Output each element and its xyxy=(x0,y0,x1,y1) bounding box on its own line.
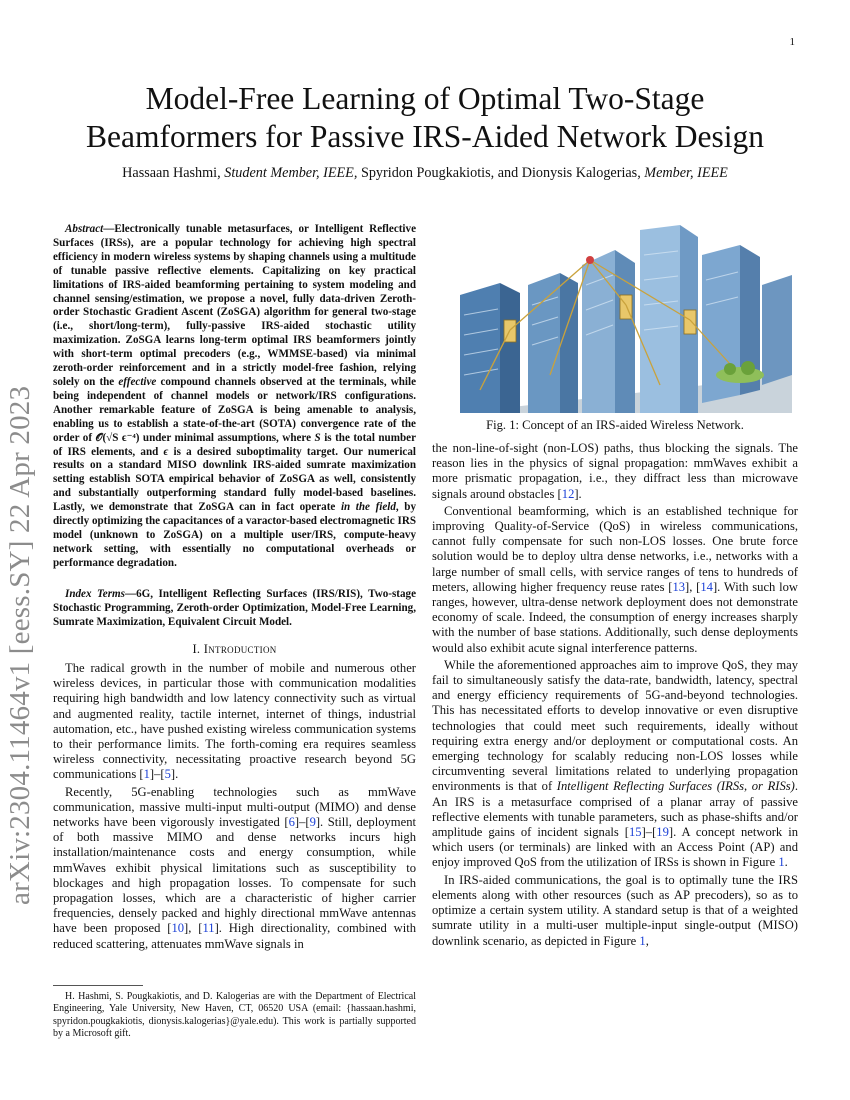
title-line-2: Beamformers for Passive IRS-Aided Network Design xyxy=(86,119,764,154)
citation-link[interactable]: 13 xyxy=(672,579,686,594)
citation-link[interactable]: 5 xyxy=(164,767,171,782)
author-list xyxy=(40,165,810,182)
arxiv-stamp: arXiv:2304.11464v1 [eess.SY] 22 Apr 2023 xyxy=(4,385,36,905)
citation-link[interactable]: 14 xyxy=(700,579,713,594)
paragraph: Conventional beamforming, which is an established technique for improving Quality-of-Service (QoS) in wireless communications, cannot fully compensate for such non-LOS losses. One brute force solution would be to deploy ultra dense networks, i.e., networks with a large number of small cells, with service ranges of tens to hundreds of meters, allowing higher frequency reuse rates [13], [14]. With such low ranges, however, ultra-dense network deployment does not demonstrate economy of scale. Indeed, the consumption of energy increases sharply with the number of base stations. Additionally, such dense deployments would also exhibit acute signal interference patterns. xyxy=(432,503,798,655)
abstract-emph: in the field xyxy=(340,501,396,514)
paragraph: the non-line-of-sight (non-LOS) paths, thus blocking the signals. The reason lies in the physics of signal propagation: mmWaves exhibit a more prismatic propagation, i.e., they diffract less than microwave signals around obstacles [12]. xyxy=(432,441,798,501)
emphasis: Intelligent Reflecting Surfaces (IRSs, or RISs) xyxy=(556,779,795,794)
author-2-role: Member, IEEE xyxy=(644,165,728,181)
paragraph: While the aforementioned approaches aim to improve QoS, they may fail to simultaneously satisfy the data-rate, bandwidth, latency, spectral and energy efficiency requirements of 5G-and-beyond technologies. This has necessitated efforts to develop innovative or even disruptive technologies that could meet such requirements, ideally without requiring extra energy and/or deployment or computational costs. An emerging technology for scalably reducing non-LOS losses while circumventing several limitations related to underlying propagation environments is that of Intelligent Reflecting Surfaces (IRSs, or RISs). An IRS is a metasurface comprised of a planar array of passive reflective elements with tunable parameters, such as phase-shifts and/or amplitude gains of incident signals [15]–[19]. A concept network in which users (or terminals) are linked with an Access Point (AP) and enjoy improved QoS from the utilization of IRSs is shown in Figure 1. xyxy=(432,657,798,870)
figure-link[interactable]: 1 xyxy=(778,855,785,870)
abstract-label: Abstract xyxy=(65,223,104,235)
abstract-text: compound channels observed at the terminals, while being independent of channel models or network/IRS configurations. Another remarkable feature of ZoSGA is being amenable to analysis, enabling us to establish a state-of-the-art (SOTA) convergence rate of the order of 𝒪(√S ϵ⁻⁴) under minimal assumptions, where xyxy=(53,375,416,444)
abstract-text: is a desired suboptimality target. Our numerical results on a standard MISO downlink IRS-aided sumrate maximization setting establish SOTA empirical behavior of ZoSGA as well, consistently and substantially outperforming standard fully model-based baselines. Lastly, we demonstrate that ZoSGA can in fact operate xyxy=(53,445,416,514)
abstract-text: —Electronically tunable metasurfaces, or Intelligent Reflective Surfaces (IRSs), are a popular technology for achieving high spectral efficiency in modern wireless systems by shaping channels using a multitude of tunable passive reflective elements. Capitalizing on key practical limitations of IRS-aided beamforming pertaining to system modeling and channel sensing/estimation, we propose a novel, fully data-driven Zeroth-order Stochastic Gradient Ascent (ZoSGA) algorithm for general two-stage (i.e., short/long-term), fully-passive IRS-aided stochastic utility maximization. ZoSGA learns long-term optimal IRS beamformers jointly with short-term optimal precoders (e.g., WMMSE-based) via minimal zeroth-order reinforcement and in a strictly model-free fashion, relying solely on the xyxy=(53,223,416,388)
paragraph: The radical growth in the number of mobile and numerous other wireless devices, in particular those with communication modalities requiring high bandwidth and low latency connectivity such as virtual and augmented reality, tactile internet, internet of things, industrial automation, etc., have pushed existing wireless communication systems to their performance limits. The forth-coming era requires seamless wireless connectivity, necessitating proactive research beyond 5G communications [1]–[5]. xyxy=(53,661,416,782)
right-column-body xyxy=(432,441,798,949)
figure-irs-network xyxy=(440,225,792,413)
author-1: Hassaan Hashmi, xyxy=(122,165,221,181)
city-illustration xyxy=(440,225,792,413)
footnote xyxy=(53,991,416,1041)
abstract-text: , by directly optimizing the capacitances of a varactor-based electromagnetic IRS model (unknown to ZoSGA) on a multiple user/IRS, compute-heavy network setting, with essentially no computational overheads or performance degradation. xyxy=(53,501,416,569)
citation-link[interactable]: 10 xyxy=(171,921,185,936)
citation-link[interactable]: 19 xyxy=(656,825,669,840)
figure-link[interactable]: 1 xyxy=(639,933,646,948)
paragraph: Recently, 5G-enabling technologies such as mmWave communication, massive multi-input multi-output (MIMO) and dense networks have been vigorously investigated [6]–[9]. Still, deployment of both massive MIMO and dense networks incurs high installation/maintenance costs and energy consumption, while mmWaves exhibit physical limitations such as susceptibility to blockages and high propagation losses. To compensate for such propagation losses, which are a characteristic of higher carrier frequencies, densely packed and highly directional mmWave antennas have been proposed [10], [11]. High directionality, combined with reduced scattering, attenuates mmWave signals in xyxy=(53,784,417,951)
index-terms-label: Index Terms xyxy=(65,588,125,600)
citation-link[interactable]: 9 xyxy=(309,815,316,830)
section-heading xyxy=(53,642,416,657)
footnote-text: H. Hashmi, S. Pougkakiotis, and D. Kalogerias are with the Department of Electrical Engineering, Yale University, New Haven, CT, 06520 USA (email: {hassaan.hashmi, spyridon.pougkakiotis, dionysis.kalogerias}@yale.edu). This work is partially supported by a Microsoft gift. xyxy=(53,991,416,1040)
paper-title xyxy=(40,80,810,156)
citation-link[interactable]: 11 xyxy=(202,921,215,936)
citation-link[interactable]: 15 xyxy=(629,825,642,840)
abstract-emph: effective xyxy=(118,375,157,388)
abstract-text: is the total number of IRS elements, and xyxy=(53,431,416,458)
intro-body xyxy=(53,661,416,952)
abstract xyxy=(53,223,416,571)
page-number: 1 xyxy=(789,36,795,48)
section-title: Introduction xyxy=(203,642,277,656)
paragraph: In IRS-aided communications, the goal is to optimally tune the IRS elements along with other resources (such as AP precoders), so as to optimize a certain system utility. A standard setup is that of a weighted sumrate utility in a multi-user multiple-input single-output (MISO) downlink scenario, as depicted in Figure 1, xyxy=(432,872,798,948)
section-numeral: I. xyxy=(192,642,201,656)
index-terms xyxy=(53,588,416,630)
citation-link[interactable]: 12 xyxy=(561,486,575,501)
abstract-symbol: S xyxy=(314,431,321,444)
index-terms-text: —6G, Intelligent Reflecting Surfaces (IRS/RIS), Two-stage Stochastic Programming, Zeroth-order Optimization, Model-Free Learning, Sumrate Maximization, Equivalent Circuit Model. xyxy=(53,588,416,628)
citation-link[interactable]: 1 xyxy=(143,767,150,782)
footnote-rule xyxy=(53,985,143,986)
author-2: Spyridon Pougkakiotis, and Dionysis Kalogerias, xyxy=(360,165,641,181)
title-line-1: Model-Free Learning of Optimal Two-Stage xyxy=(145,81,705,116)
citation-link[interactable]: 6 xyxy=(288,815,295,830)
figure-caption: Fig. 1: Concept of an IRS-aided Wireless Network. xyxy=(486,418,744,432)
author-1-role: Student Member, IEEE, xyxy=(224,165,358,181)
abstract-symbol: ϵ xyxy=(163,445,169,458)
